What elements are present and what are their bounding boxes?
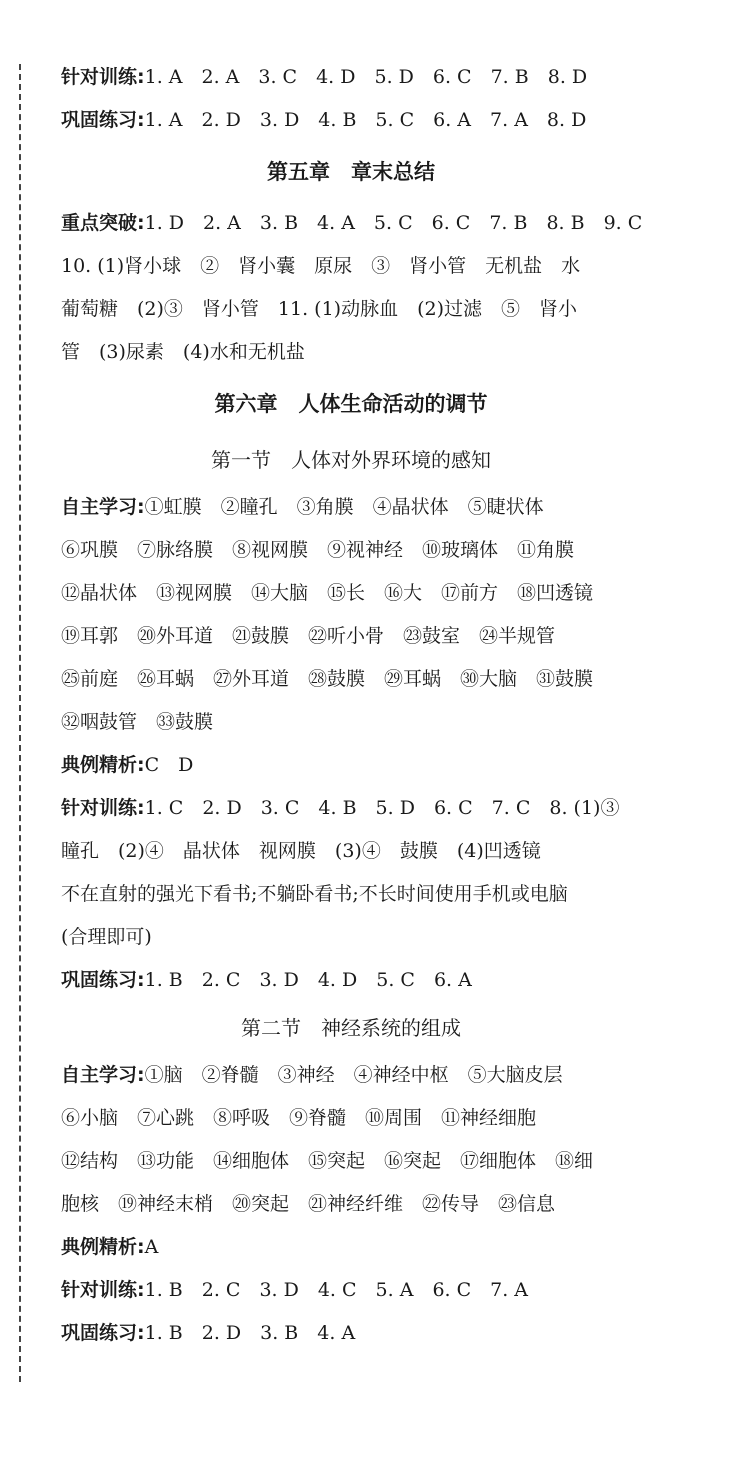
answer-label: 针对训练: bbox=[61, 797, 145, 819]
answer-label: 针对训练: bbox=[61, 66, 145, 88]
answer-line bbox=[61, 1312, 641, 1355]
answer-line bbox=[61, 658, 641, 701]
answer-text: ㉕前庭 ㉖耳蜗 ㉗外耳道 ㉘鼓膜 ㉙耳蜗 ㉚大脑 ㉛鼓膜 bbox=[61, 668, 594, 690]
answer-line bbox=[61, 572, 641, 615]
answer-line bbox=[61, 1183, 641, 1226]
answer-line bbox=[61, 916, 641, 959]
answer-text: ⑫晶状体 ⑬视网膜 ⑭大脑 ⑮长 ⑯大 ⑰前方 ⑱凹透镜 bbox=[61, 582, 594, 604]
answer-line bbox=[61, 529, 641, 572]
answer-line bbox=[61, 1140, 641, 1183]
answer-text: ⑥巩膜 ⑦脉络膜 ⑧视网膜 ⑨视神经 ⑩玻璃体 ⑪角膜 bbox=[61, 539, 575, 561]
answer-text: 1. B 2. D 3. B 4. A bbox=[144, 1322, 356, 1344]
answer-text: ㉜咽鼓管 ㉝鼓膜 bbox=[61, 711, 214, 733]
answer-line bbox=[61, 288, 641, 331]
answer-label: 重点突破: bbox=[61, 212, 145, 234]
answer-label: 自主学习: bbox=[61, 1064, 145, 1086]
answer-text: 1. A 2. A 3. C 4. D 5. D 6. C 7. B 8. D bbox=[144, 66, 588, 88]
answer-line bbox=[61, 959, 641, 1002]
answer-line bbox=[61, 701, 641, 744]
answer-text: 瞳孔 (2)④ 晶状体 视网膜 (3)④ 鼓膜 (4)凹透镜 bbox=[61, 840, 541, 862]
answer-line bbox=[61, 202, 641, 245]
answer-text: 1. D 2. A 3. B 4. A 5. C 6. C 7. B 8. B 9. C bbox=[144, 212, 643, 234]
answer-line bbox=[61, 1097, 641, 1140]
section-heading: 第一节 人体对外界环境的感知 bbox=[211, 448, 491, 472]
answer-text: 1. B 2. C 3. D 4. D 5. C 6. A bbox=[144, 969, 472, 991]
answer-label: 典例精析: bbox=[61, 754, 145, 776]
answer-text: 不在直射的强光下看书;不躺卧看书;不长时间使用手机或电脑 bbox=[61, 883, 568, 905]
answer-label: 巩固练习: bbox=[61, 109, 145, 131]
answer-text: ①虹膜 ②瞳孔 ③角膜 ④晶状体 ⑤睫状体 bbox=[144, 496, 544, 518]
chapter-heading: 第五章 章末总结 bbox=[267, 160, 435, 184]
answer-line bbox=[61, 787, 641, 830]
answer-text: 10. (1)肾小球 ② 肾小囊 原尿 ③ 肾小管 无机盐 水 bbox=[61, 255, 581, 277]
binding-margin-line bbox=[19, 64, 21, 1382]
answer-text: ⑫结构 ⑬功能 ⑭细胞体 ⑮突起 ⑯突起 ⑰细胞体 ⑱细 bbox=[61, 1150, 594, 1172]
answer-text: C D bbox=[144, 754, 194, 776]
answer-line bbox=[61, 830, 641, 873]
answer-text: 胞核 ⑲神经末梢 ⑳突起 ㉑神经纤维 ㉒传导 ㉓信息 bbox=[61, 1193, 556, 1215]
answer-text: 1. C 2. D 3. C 4. B 5. D 6. C 7. C 8. (1)③ bbox=[144, 797, 620, 819]
answer-label: 针对训练: bbox=[61, 1279, 145, 1301]
chapter-heading: 第六章 人体生命活动的调节 bbox=[214, 392, 488, 416]
answer-text: 1. A 2. D 3. D 4. B 5. C 6. A 7. A 8. D bbox=[144, 109, 587, 131]
answer-line bbox=[61, 1226, 641, 1269]
answer-line bbox=[61, 615, 641, 658]
answer-text: 1. B 2. C 3. D 4. C 5. A 6. C 7. A bbox=[144, 1279, 529, 1301]
answer-text: 葡萄糖 (2)③ 肾小管 11. (1)动脉血 (2)过滤 ⑤ 肾小 bbox=[61, 298, 577, 320]
answer-line bbox=[61, 1269, 641, 1312]
answer-label: 典例精析: bbox=[61, 1236, 145, 1258]
answer-line bbox=[61, 744, 641, 787]
answer-line bbox=[61, 873, 641, 916]
answer-line bbox=[61, 486, 641, 529]
section-heading: 第二节 神经系统的组成 bbox=[241, 1016, 461, 1040]
answer-line bbox=[61, 331, 641, 374]
answer-line bbox=[61, 1054, 641, 1097]
answer-page bbox=[61, 56, 641, 1355]
answer-line bbox=[61, 99, 641, 142]
answer-text: ⑥小脑 ⑦心跳 ⑧呼吸 ⑨脊髓 ⑩周围 ⑪神经细胞 bbox=[61, 1107, 537, 1129]
answer-text: ⑲耳郭 ⑳外耳道 ㉑鼓膜 ㉒听小骨 ㉓鼓室 ㉔半规管 bbox=[61, 625, 556, 647]
answer-text: (合理即可) bbox=[61, 926, 152, 948]
answer-label: 自主学习: bbox=[61, 496, 145, 518]
answer-label: 巩固练习: bbox=[61, 969, 145, 991]
answer-text: A bbox=[144, 1236, 159, 1258]
answer-line bbox=[61, 56, 641, 99]
answer-label: 巩固练习: bbox=[61, 1322, 145, 1344]
answer-text: ①脑 ②脊髓 ③神经 ④神经中枢 ⑤大脑皮层 bbox=[144, 1064, 563, 1086]
answer-text: 管 (3)尿素 (4)水和无机盐 bbox=[61, 341, 305, 363]
answer-line bbox=[61, 245, 641, 288]
